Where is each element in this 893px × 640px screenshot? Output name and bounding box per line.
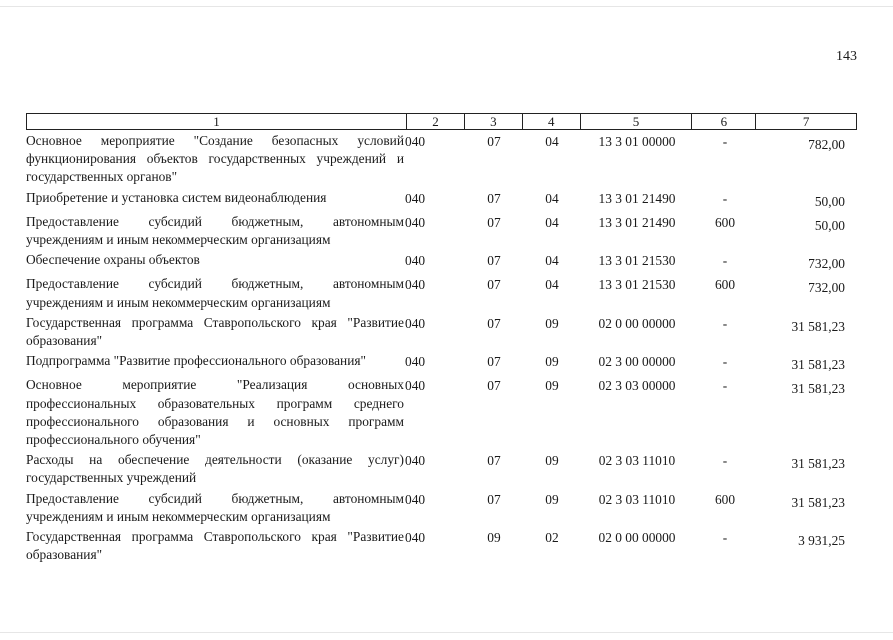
row-expense-type-cell: 600: [714, 491, 736, 507]
row-admin-code-cell: 040: [405, 190, 426, 206]
row-amount-cell: 50,00: [814, 193, 845, 209]
row-expense-type-cell: -: [722, 378, 728, 394]
row-expense-type-cell: -: [722, 134, 728, 149]
row-amount-cell: 3 931,25: [798, 533, 845, 549]
row-admin-code-cell: 040: [405, 530, 426, 546]
row-section-cell: 07: [487, 491, 501, 507]
row-target-article-cell: 13 3 01 21490: [598, 214, 676, 230]
row-section-cell: 07: [487, 214, 501, 230]
row-expense-type-cell: -: [722, 354, 728, 370]
row-target-article-cell: 02 3 03 11010: [598, 453, 676, 469]
row-amount-cell: 31 581,23: [791, 357, 845, 373]
row-section-cell: 07: [487, 134, 501, 149]
row-admin-code-cell: 040: [405, 378, 426, 394]
table-header: [26, 113, 857, 130]
table-row: [26, 352, 857, 374]
header-cell-7: 7: [802, 114, 810, 129]
row-name-cell: Основное мероприятие "Реализация основных профессиональных образовательных программ среднего профессионального образования и основных программ профессионального обучения": [26, 377, 404, 448]
row-subsection-cell: 04: [545, 277, 559, 293]
table-row: [26, 251, 857, 273]
table-row: [26, 314, 857, 350]
row-name-cell: Подпрограмма "Развитие профессионального образования": [26, 353, 367, 369]
row-subsection-cell: 04: [545, 214, 559, 230]
header-cell-2: 2: [407, 114, 465, 129]
scan-edge-bottom: [0, 632, 893, 633]
row-section-cell: 07: [487, 190, 501, 206]
row-section-cell: 07: [487, 277, 501, 293]
row-target-article-cell: 13 3 01 21530: [598, 253, 676, 269]
row-name-cell: Предоставление субсидий бюджетным, автономным учреждениям и иным некоммерческим организациям: [26, 276, 404, 310]
table-row: [26, 213, 857, 249]
table-row: [26, 189, 857, 211]
row-admin-code-cell: 040: [405, 491, 426, 507]
row-target-article-cell: 02 0 00 00000: [598, 530, 676, 546]
row-subsection-cell: 02: [545, 530, 559, 546]
row-name-cell: Основное мероприятие "Создание безопасных условий функционирования объектов государственных учреждений и государственных органов": [26, 133, 404, 185]
row-subsection-cell: 04: [545, 190, 559, 206]
row-subsection-cell: 09: [545, 354, 559, 370]
row-name-cell: Государственная программа Ставропольского края "Развитие образования": [26, 314, 404, 349]
row-subsection-cell: 09: [545, 378, 559, 394]
table-row: [26, 132, 857, 187]
table-row: [26, 490, 857, 526]
row-amount-cell: 782,00: [808, 137, 845, 152]
row-admin-code-cell: 040: [405, 354, 426, 370]
row-expense-type-cell: -: [722, 190, 728, 206]
row-amount-cell: 31 581,23: [791, 318, 845, 334]
row-name-cell: Предоставление субсидий бюджетным, автономным учреждениям и иным некоммерческим организациям: [26, 490, 404, 524]
row-admin-code-cell: 040: [405, 253, 426, 269]
row-expense-type-cell: -: [722, 253, 728, 269]
row-amount-cell: 31 581,23: [791, 456, 845, 472]
row-expense-type-cell: -: [722, 453, 728, 469]
row-section-cell: 07: [487, 354, 501, 370]
header-cell-1: 1: [27, 114, 407, 129]
row-expense-type-cell: 600: [714, 277, 736, 293]
header-cell-5: 5: [581, 114, 693, 129]
row-target-article-cell: 02 0 00 00000: [598, 315, 676, 331]
row-section-cell: 07: [487, 378, 501, 394]
row-expense-type-cell: -: [722, 530, 728, 546]
row-target-article-cell: 02 3 03 11010: [598, 491, 676, 507]
table-body: [26, 132, 857, 566]
row-target-article-cell: 13 3 01 21490: [598, 190, 676, 206]
table-row: [26, 275, 857, 311]
row-section-cell: 07: [487, 453, 501, 469]
row-amount-cell: 31 581,23: [791, 381, 845, 397]
row-amount-cell: 31 581,23: [791, 494, 845, 510]
table-row: [26, 376, 857, 449]
row-name-cell: Приобретение и установка систем видеонаблюдения: [26, 189, 327, 205]
header-cell-3: 3: [465, 114, 523, 129]
row-target-article-cell: 13 3 01 00000: [598, 134, 676, 149]
scan-edge-top: [0, 6, 893, 7]
row-admin-code-cell: 040: [405, 315, 426, 331]
table-row: [26, 451, 857, 487]
row-section-cell: 09: [487, 530, 501, 546]
row-name-cell: Предоставление субсидий бюджетным, автономным учреждениям и иным некоммерческим организациям: [26, 213, 404, 248]
row-name-cell: Обеспечение охраны объектов: [26, 252, 200, 268]
row-name-cell: Государственная программа Ставропольского края "Развитие образования": [26, 529, 404, 563]
row-section-cell: 07: [487, 315, 501, 331]
page-number: 143: [836, 49, 857, 64]
row-name-cell: Расходы на обеспечение деятельности (оказание услуг) государственных учреждений: [26, 452, 404, 486]
row-admin-code-cell: 040: [405, 214, 426, 230]
row-subsection-cell: 09: [545, 491, 559, 507]
row-subsection-cell: 09: [545, 315, 559, 331]
row-target-article-cell: 02 3 00 00000: [598, 354, 676, 370]
row-subsection-cell: 04: [545, 253, 559, 269]
header-cell-4: 4: [523, 114, 581, 129]
row-subsection-cell: 04: [545, 134, 559, 149]
row-target-article-cell: 13 3 01 21530: [598, 277, 676, 293]
row-expense-type-cell: -: [722, 315, 728, 331]
row-amount-cell: 732,00: [808, 280, 845, 296]
table-row: [26, 528, 857, 564]
row-target-article-cell: 02 3 03 00000: [598, 378, 676, 394]
row-amount-cell: 50,00: [814, 217, 845, 233]
row-admin-code-cell: 040: [405, 453, 426, 469]
row-subsection-cell: 09: [545, 453, 559, 469]
row-admin-code-cell: 040: [405, 277, 426, 293]
header-cell-6: 6: [692, 114, 756, 129]
row-expense-type-cell: 600: [714, 214, 736, 230]
row-amount-cell: 732,00: [808, 256, 845, 272]
row-section-cell: 07: [487, 253, 501, 269]
row-admin-code-cell: 040: [405, 134, 426, 149]
